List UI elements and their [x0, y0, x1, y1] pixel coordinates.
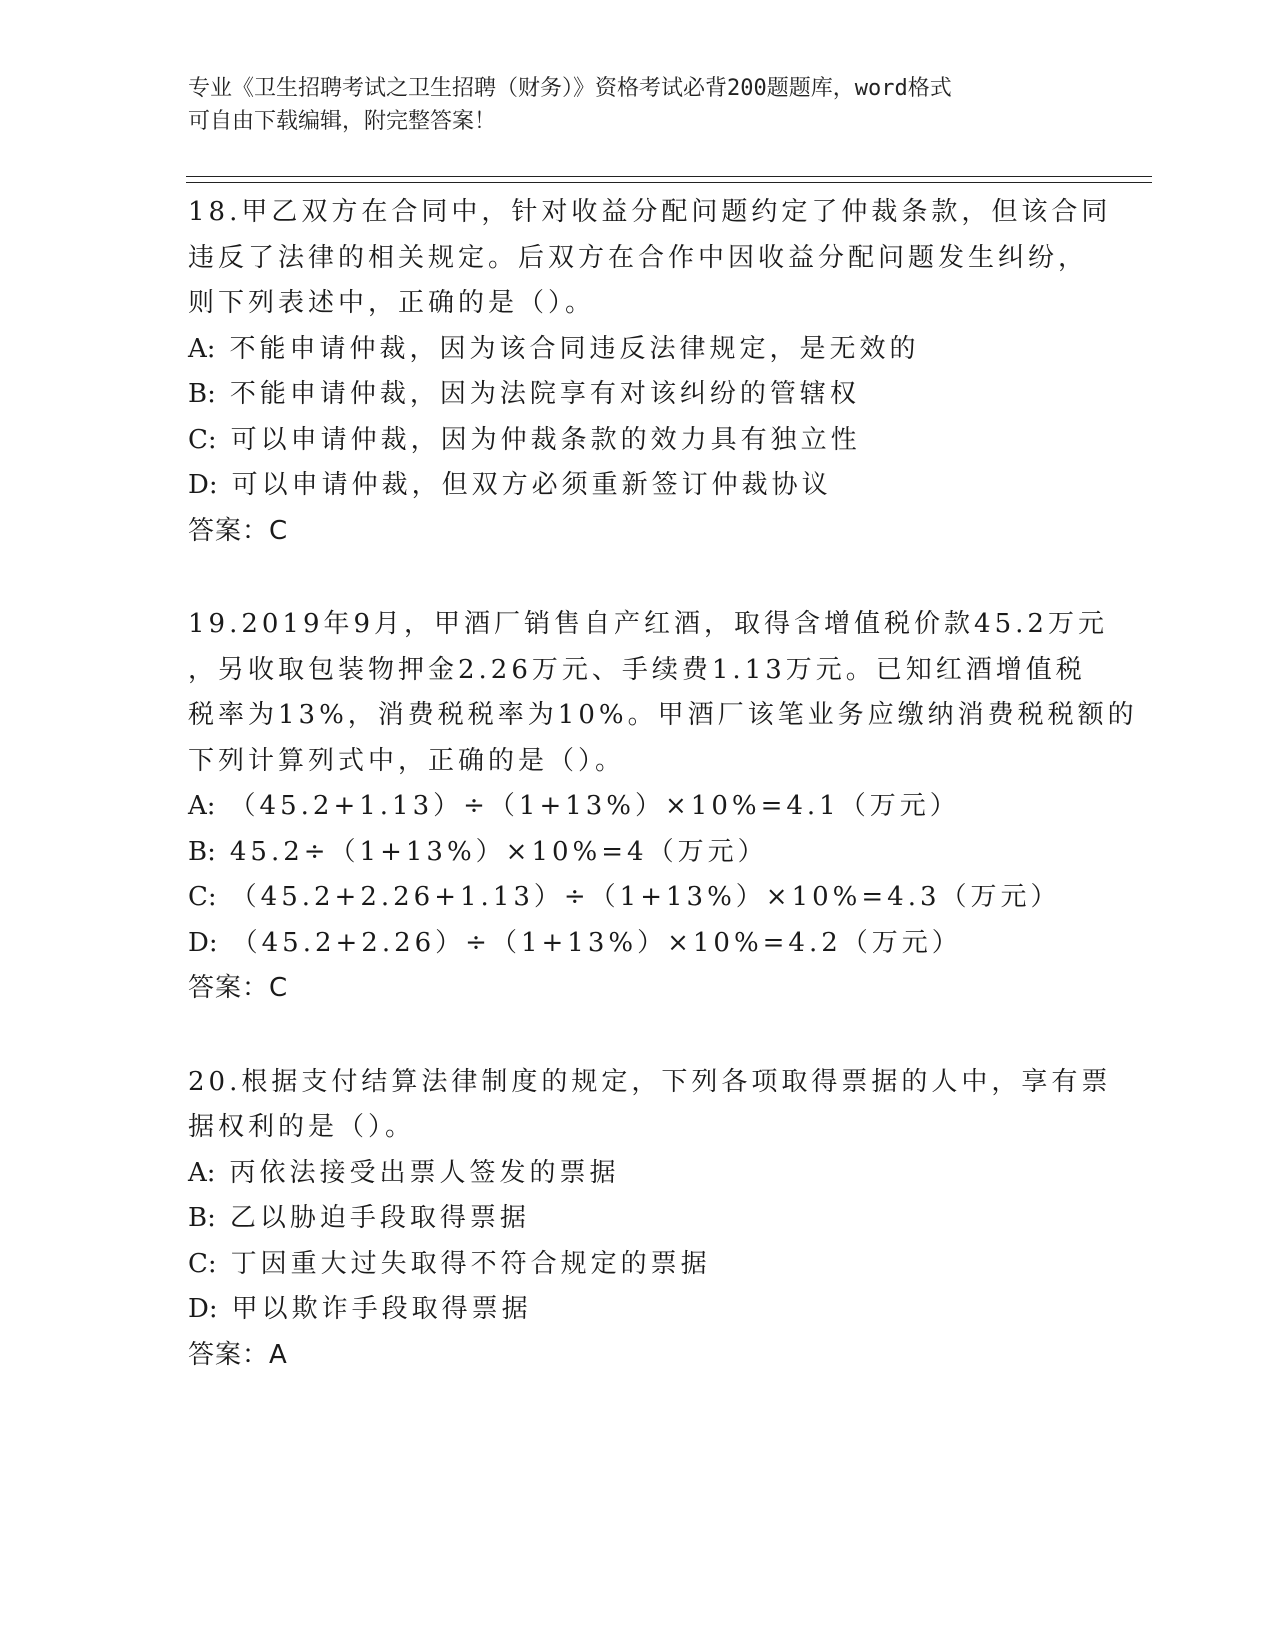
option-key: B: — [188, 1203, 216, 1233]
option-text: （45.2+2.26）÷（1+13%）×10%=4.2（万元） — [231, 927, 962, 958]
option-key: A: — [188, 333, 216, 364]
option-key: D: — [188, 1294, 218, 1324]
question-stem-line: ，另收取包装物押金2.26万元、手续费1.13万元。已知红酒增值税 — [188, 654, 1086, 685]
option-d — [188, 463, 1088, 509]
option-key: C: — [188, 424, 217, 455]
question-19 — [188, 602, 1138, 1012]
option-key: B: — [188, 379, 216, 409]
option-text: 丙依法接受出票人签发的票据 — [229, 1157, 620, 1188]
option-text: 乙以胁迫手段取得票据 — [229, 1203, 530, 1233]
option-c — [188, 875, 1088, 921]
option-text: （45.2+2.26+1.13）÷（1+13%）×10%=4.3（万元） — [230, 882, 1061, 912]
option-text: 甲以欺诈手段取得票据 — [231, 1294, 532, 1324]
header-divider — [186, 176, 1152, 177]
question-stem-line: 则下列表述中，正确的是（）。 — [188, 288, 596, 318]
option-c — [188, 1242, 1088, 1288]
question-18 — [188, 190, 1112, 554]
option-text: （45.2+1.13）÷（1+13%）×10%=4.1（万元） — [229, 791, 960, 821]
answer: 答案：C — [188, 973, 289, 1003]
option-key: A: — [188, 791, 216, 821]
option-text: 可以申请仲裁，但双方必须重新签订仲裁协议 — [231, 470, 832, 500]
option-a — [188, 327, 1088, 373]
option-a — [188, 784, 1088, 830]
option-text: 不能申请仲裁，因为法院享有对该纠纷的管辖权 — [229, 379, 860, 409]
option-text: 45.2÷（1+13%）×10%=4（万元） — [229, 836, 768, 867]
option-d — [188, 1287, 1088, 1333]
option-text: 可以申请仲裁，因为仲裁条款的效力具有独立性 — [230, 424, 861, 455]
question-stem-line: 据权利的是（）。 — [188, 1112, 416, 1142]
question-stem-line: 税率为13%，消费税税率为10%。甲酒厂该笔业务应缴纳消费税税额的 — [188, 700, 1138, 730]
question-20 — [188, 1060, 1112, 1379]
header-divider — [186, 182, 1152, 183]
option-key: D: — [188, 470, 218, 500]
option-b — [188, 830, 1088, 876]
question-stem-line: 20.根据支付结算法律制度的规定，下列各项取得票据的人中，享有票 — [188, 1066, 1112, 1097]
header-line: 可自由下载编辑，附完整答案！ — [188, 109, 497, 134]
header-line: 专业《卫生招聘考试之卫生招聘（财务）》资格考试必背200题题库，word格式 — [188, 76, 952, 101]
option-c — [188, 418, 1088, 464]
answer: 答案：C — [188, 515, 289, 546]
option-key: C: — [188, 882, 217, 912]
option-key: D: — [188, 927, 218, 958]
question-stem-line: 18.甲乙双方在合同中，针对收益分配问题约定了仲裁条款，但该合同 — [188, 197, 1112, 227]
option-text: 不能申请仲裁，因为该合同违反法律规定，是无效的 — [229, 333, 920, 364]
option-a — [188, 1151, 1088, 1197]
option-b — [188, 372, 1088, 418]
document-header — [188, 72, 1088, 138]
option-key: B: — [188, 836, 216, 867]
option-key: A: — [188, 1157, 216, 1188]
option-key: C: — [188, 1248, 217, 1279]
question-stem-line: 下列计算列式中，正确的是（）。 — [188, 745, 626, 776]
question-stem-line: 违反了法律的相关规定。后双方在合作中因收益分配问题发生纠纷， — [188, 242, 1089, 273]
question-list — [188, 190, 1138, 1378]
option-text: 丁因重大过失取得不符合规定的票据 — [230, 1248, 711, 1279]
option-d — [188, 921, 1088, 967]
option-b — [188, 1196, 1088, 1242]
question-stem-line: 19.2019年9月，甲酒厂销售自产红酒，取得含增值税价款45.2万元 — [188, 609, 1108, 639]
answer: 答案：A — [188, 1339, 288, 1370]
